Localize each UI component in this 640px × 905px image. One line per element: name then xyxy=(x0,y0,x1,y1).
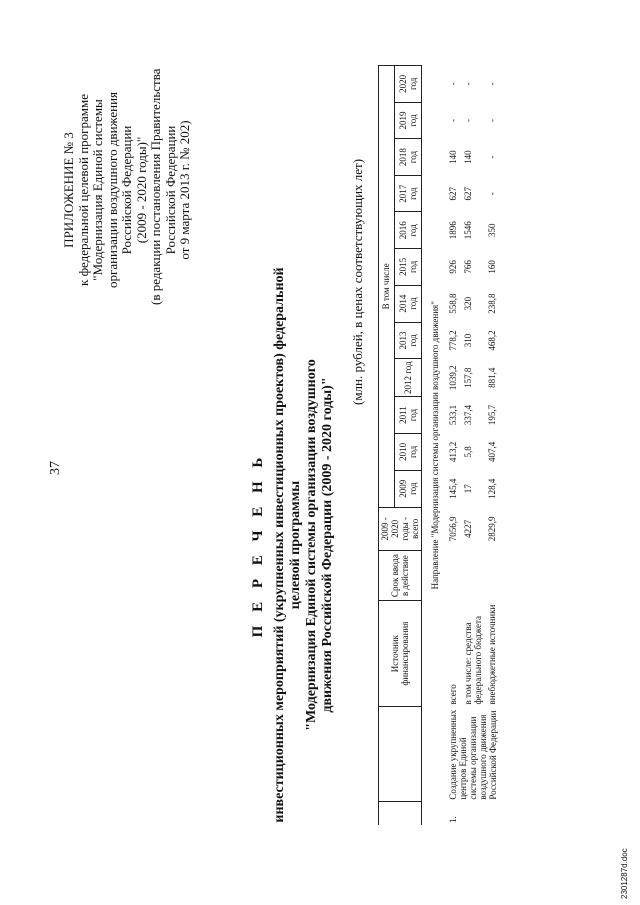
row-value: - xyxy=(487,192,498,196)
appendix-line: Российской Федерации xyxy=(162,125,178,255)
appendix-line: "Модернизация Единой системы xyxy=(90,99,105,281)
year-header: 2018 год xyxy=(394,139,421,176)
row-value: 881,4 xyxy=(487,367,498,388)
row-value: 350 xyxy=(487,223,498,238)
row-term xyxy=(461,550,486,600)
year-header: 2015 год xyxy=(394,249,421,286)
investment-table xyxy=(378,65,500,825)
row-value: - xyxy=(462,82,473,86)
year-header: 2020 год xyxy=(394,66,421,103)
year-header: 2014 год xyxy=(394,285,421,322)
row-value: 157,8 xyxy=(462,367,473,388)
section-title: Направление "Модернизация системы организации воздушного движения" xyxy=(430,301,440,590)
row-value: 533,1 xyxy=(448,404,458,426)
appendix-line: к федеральной целевой программе xyxy=(75,94,91,286)
row-value: 5,8 xyxy=(462,446,473,458)
appendix-header xyxy=(61,68,193,305)
row-value: 558,8 xyxy=(448,293,458,314)
year-header: 2010 год xyxy=(394,433,421,470)
year-header: 2013 год xyxy=(394,322,421,359)
term-header: Срок ввода в действие xyxy=(379,550,422,600)
row-value: 17 xyxy=(462,484,473,494)
incl-header: В том числе xyxy=(379,66,395,508)
row-total: 4227 xyxy=(462,519,473,538)
units-note: (млн. рублей, в ценах соответствующих лет) xyxy=(350,158,365,405)
item-number: 1. xyxy=(448,816,458,823)
appendix-line: ПРИЛОЖЕНИЕ № 3 xyxy=(61,132,76,248)
title-heading: П Е Р Е Ч Е Н Ь xyxy=(250,452,266,638)
row-value: 1896 xyxy=(448,221,458,240)
row-value: 320 xyxy=(462,296,473,311)
title-line: движения Российской Федерации (2009 - 2020 годы)" xyxy=(320,377,335,713)
row-value: 627 xyxy=(462,186,473,201)
row-value: 140 xyxy=(462,150,473,164)
year-header: 2017 год xyxy=(394,175,421,212)
row-source: всего xyxy=(448,684,458,705)
row-value: 766 xyxy=(462,260,473,274)
document-title xyxy=(250,245,336,845)
row-value: 778,2 xyxy=(448,330,458,351)
document-id: 2301287d.doc xyxy=(620,848,629,899)
year-header: 2009 год xyxy=(394,470,421,507)
row-value: 238,8 xyxy=(487,293,498,314)
row-value: 195,7 xyxy=(487,404,498,426)
row-value: - xyxy=(487,119,498,122)
row-value: - xyxy=(448,119,458,122)
row-value: 627 xyxy=(448,186,458,201)
row-value: - xyxy=(487,155,498,159)
row-value: 1039,2 xyxy=(448,365,458,391)
appendix-line: от 9 марта 2013 г. № 202) xyxy=(177,120,192,260)
title-line: инвестиционных мероприятий (укрупненных инвестиционных проектов) федеральной целевой программы xyxy=(272,267,303,823)
number-header xyxy=(379,802,422,825)
row-value: 337,4 xyxy=(462,404,473,426)
row-value: 1546 xyxy=(462,221,473,240)
page-number: 37 xyxy=(48,461,63,475)
row-value: 145,4 xyxy=(448,478,458,499)
total-header: 2009 - 2020 годы - всего xyxy=(379,507,422,550)
section-row xyxy=(422,66,447,826)
row-total: 7056,9 xyxy=(448,516,458,542)
appendix-line: организации воздушного движения xyxy=(104,92,120,289)
row-value: 413,2 xyxy=(448,441,458,462)
row-value: 128,4 xyxy=(487,478,498,499)
row-source: внебюджетные источники xyxy=(487,604,498,705)
row-value: 310 xyxy=(462,333,473,348)
table-row xyxy=(446,66,461,826)
row-term xyxy=(485,550,500,600)
name-header xyxy=(379,707,422,802)
appendix-line: (2009 - 2020 годы)" xyxy=(133,136,149,244)
row-value: 407,4 xyxy=(487,441,498,462)
row-value: 468,2 xyxy=(487,330,498,351)
source-header: Источник финансирования xyxy=(379,601,422,707)
table-header-row xyxy=(379,66,395,826)
appendix-line: Российской Федерации xyxy=(119,125,134,255)
row-value: - xyxy=(448,82,458,86)
row-value: 140 xyxy=(448,150,458,164)
year-header: 2011 год xyxy=(394,397,421,434)
item-name: Создание укрупненных центров Единой системы организации воздушного движения Российской Федерации xyxy=(448,709,498,800)
year-header: 2016 год xyxy=(394,212,421,249)
year-header: 2019 год xyxy=(394,102,421,139)
row-value: - xyxy=(462,119,473,122)
title-line: "Модернизация Единой системы организации воздушного xyxy=(304,359,319,731)
year-header: 2012 год xyxy=(394,359,421,397)
row-total: 2829,9 xyxy=(487,516,498,542)
row-value: 160 xyxy=(487,260,498,274)
row-value: 926 xyxy=(448,260,458,274)
row-term xyxy=(446,550,461,600)
row-value: - xyxy=(487,82,498,86)
appendix-line: (в редакции постановления Правительства xyxy=(148,68,163,305)
row-source: в том числе: средства федерального бюджета xyxy=(462,616,483,705)
